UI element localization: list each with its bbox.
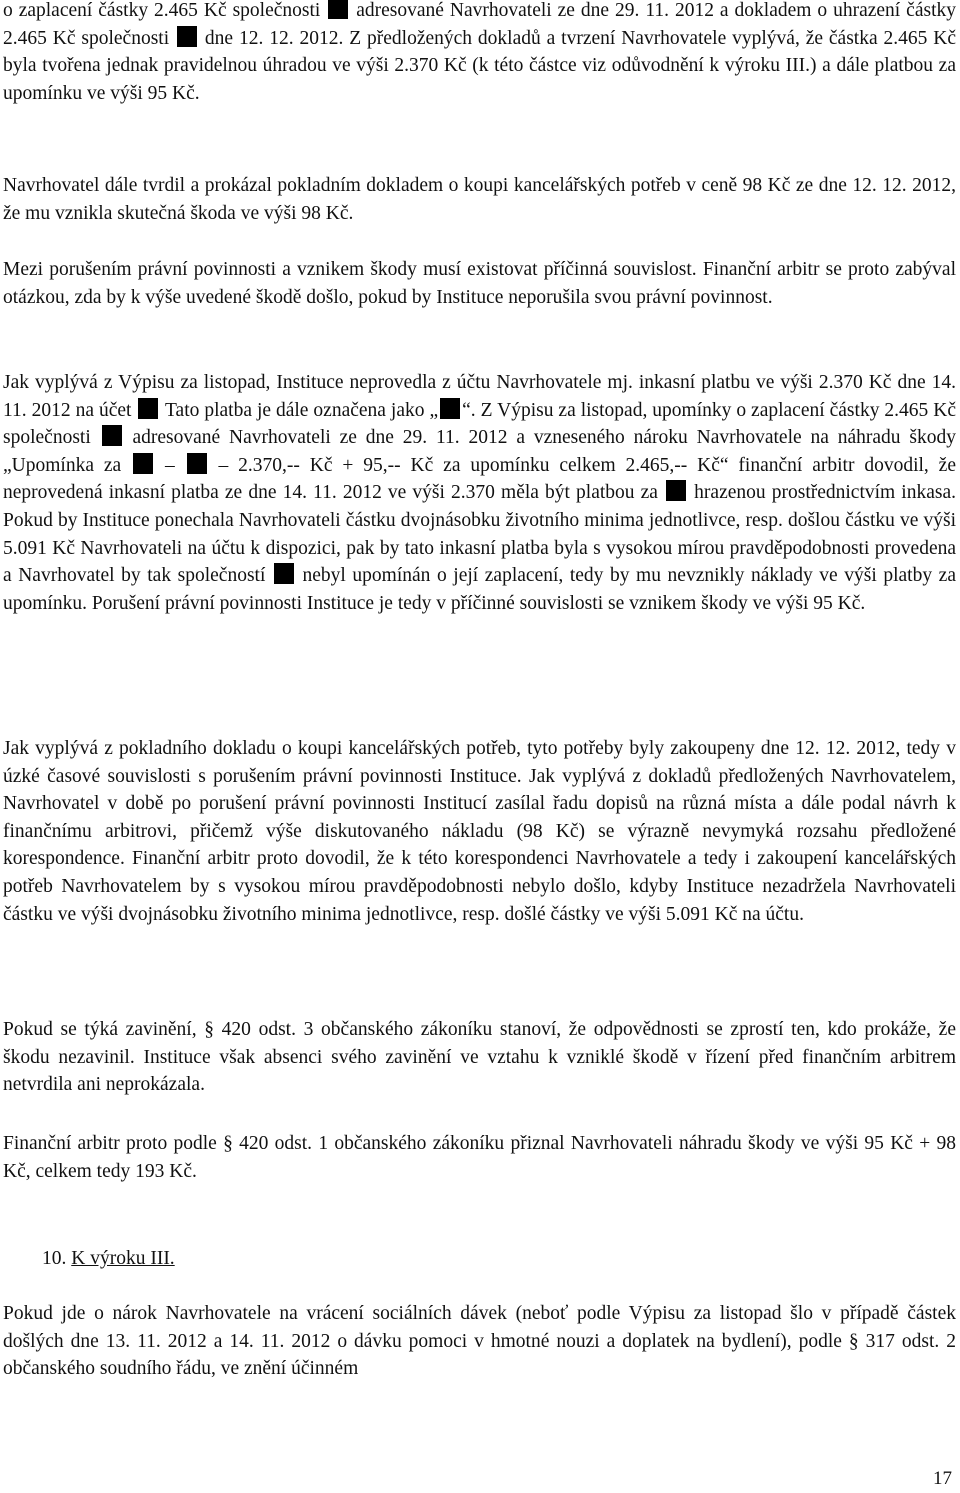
paragraph-text: – — [155, 454, 185, 476]
paragraph-3 — [3, 256, 956, 311]
redaction-box — [133, 453, 153, 474]
paragraph-text: o zaplacení částky 2.465 Kč společnosti — [3, 0, 327, 21]
paragraph-text: adresované Navrhovateli ze dne 29. 11. 2012 a vzneseného nároku Navrhovatele na náhradu škody „Upomínka za — [3, 427, 956, 476]
paragraph-text: Navrhovatel dále tvrdil a prokázal pokladním dokladem o koupi kancelářských potřeb v ceně 98 Kč ze dne 12. 12. 2012, že mu vznikla skutečná škoda ve výši 98 Kč. — [3, 175, 956, 224]
redaction-box — [177, 26, 197, 47]
redaction-box — [187, 453, 207, 474]
paragraph-text: – 2.370,-- Kč + 95,-- Kč za upomínku celkem 2.465,-- Kč“ finanční arbitr dovodil, že neprovedená inkasní platba ze dne 14. 11. 2012 ve výši 2.370 měla být platbou za — [3, 454, 956, 504]
paragraph-7 — [3, 1130, 956, 1185]
paragraph-6 — [3, 1016, 956, 1099]
paragraph-text: “. Z Výpisu za listopad, upomínky o zaplacení částky 2.465 Kč společnosti — [3, 399, 956, 449]
paragraph-text: Finanční arbitr proto podle § 420 odst. 1 občanského zákoníku přiznal Navrhovateli náhradu škody ve výši 95 Kč + 98 Kč, celkem tedy 193 Kč. — [3, 1133, 956, 1182]
redaction-box — [328, 0, 348, 19]
paragraph-text: Tato platba je dále označena jako „ — [160, 399, 439, 421]
paragraph-text: dne 12. 12. 2012. Z předložených dokladů a tvrzení Navrhovatele vyplývá, že částka 2.465 Kč byla tvořena jednak pravidelnou úhradou ve výši 2.370 Kč (k této částce viz odůvodnění k výroku III.) a dále platbou za upomínku ve výši 95 Kč. — [3, 27, 956, 104]
paragraph-2 — [3, 172, 956, 227]
paragraph-text: adresované Navrhovateli ze dne 29. 11. 2012 a dokladem o uhrazení částky 2.465 Kč společnosti — [3, 0, 957, 49]
paragraph-text: Pokud jde o nárok Navrhovatele na vrácení sociálních dávek (neboť podle Výpisu za listopad šlo v případě částek došlých dne 13. 11. 2012 a 14. 11. 2012 o dávku pomoci v hmotné nouzi a doplatek na bydlení), podle § 317 odst. 2 občanského soudního řádu, ve znění účinném — [3, 1303, 956, 1380]
paragraph-text: hrazenou prostřednictvím inkasa. Pokud by Instituce ponechala Navrhovateli částku dvojnásobku životního minima jednotlivce, resp. došlou částku ve výši 5.091 Kč Navrhovateli na účtu k dispozici, pak by tato inkasní platba byla s vysokou mírou pravděpodobnosti provedena a Navrhovatel by tak společností — [3, 482, 957, 587]
paragraph-8 — [3, 1300, 956, 1383]
section-heading — [42, 1245, 175, 1273]
paragraph-text: Mezi porušením právní povinnosti a vznikem škody musí existovat příčinná souvislost. Finanční arbitr se proto zabýval otázkou, zda by k výše uvedené škodě došlo, pokud by Instituce neporušila svou právní povinnost. — [3, 259, 956, 308]
page-number: 17 — [933, 1468, 952, 1489]
section-heading-number: 10. — [42, 1248, 67, 1269]
redaction-box — [102, 425, 122, 446]
paragraph-text: nebyl upomínán o její zaplacení, tedy by mu nevznikly náklady ve výši platby za upomínku. Porušení právní povinnosti Instituce je tedy v příčinné souvislosti se vznikem škody ve výši 95 Kč. — [3, 565, 956, 614]
paragraph-text: Jak vyplývá z pokladního dokladu o koupi kancelářských potřeb, tyto potřeby byly zakoupeny dne 12. 12. 2012, tedy v úzké časové souvislosti s porušením právní povinnosti Instituce. Jak vyplývá z dokladů předložených Navrhovatelem, Navrhovatel v době po porušení právní povinnosti Institucí zasílal řadu dopisů na různá místa a dále podal návrh k finančnímu arbitrovi, přičemž výše diskutovaného nákladu (98 Kč) se výrazně nevymyká rozsahu předložené korespondence. Finanční arbitr proto dovodil, že k této korespondenci Navrhovatele a tedy i zakoupení kancelářských potřeb Navrhovatelem by s vysokou mírou pravděpodobnosti nebylo došlo, kdyby Instituce nezadržela Navrhovateli částku ve výši dvojnásobku životního minima jednotlivce, resp. došlé částky ve výši 5.091 Kč na účtu. — [3, 738, 956, 925]
redaction-box — [274, 563, 294, 584]
redaction-box — [666, 480, 686, 501]
paragraph-4 — [3, 369, 956, 617]
paragraph-text: Jak vyplývá z Výpisu za listopad, Instituce neprovedla z účtu Navrhovatele mj. inkasní platbu ve výši 2.370 Kč dne 14. 11. 2012 na účet — [3, 372, 956, 421]
paragraph-1 — [3, 0, 956, 107]
redaction-box — [440, 398, 460, 419]
section-heading-title: K výroku III. — [71, 1248, 175, 1269]
redaction-box — [138, 398, 158, 419]
paragraph-5 — [3, 735, 956, 928]
paragraph-text: Pokud se týká zavinění, § 420 odst. 3 občanského zákoníku stanoví, že odpovědnosti se zprostí ten, kdo prokáže, že škodu nezavinil. Instituce však absenci svého zavinění ve vztahu k vzniklé škodě v řízení před finančním arbitrem netvrdila ani neprokázala. — [3, 1019, 956, 1096]
